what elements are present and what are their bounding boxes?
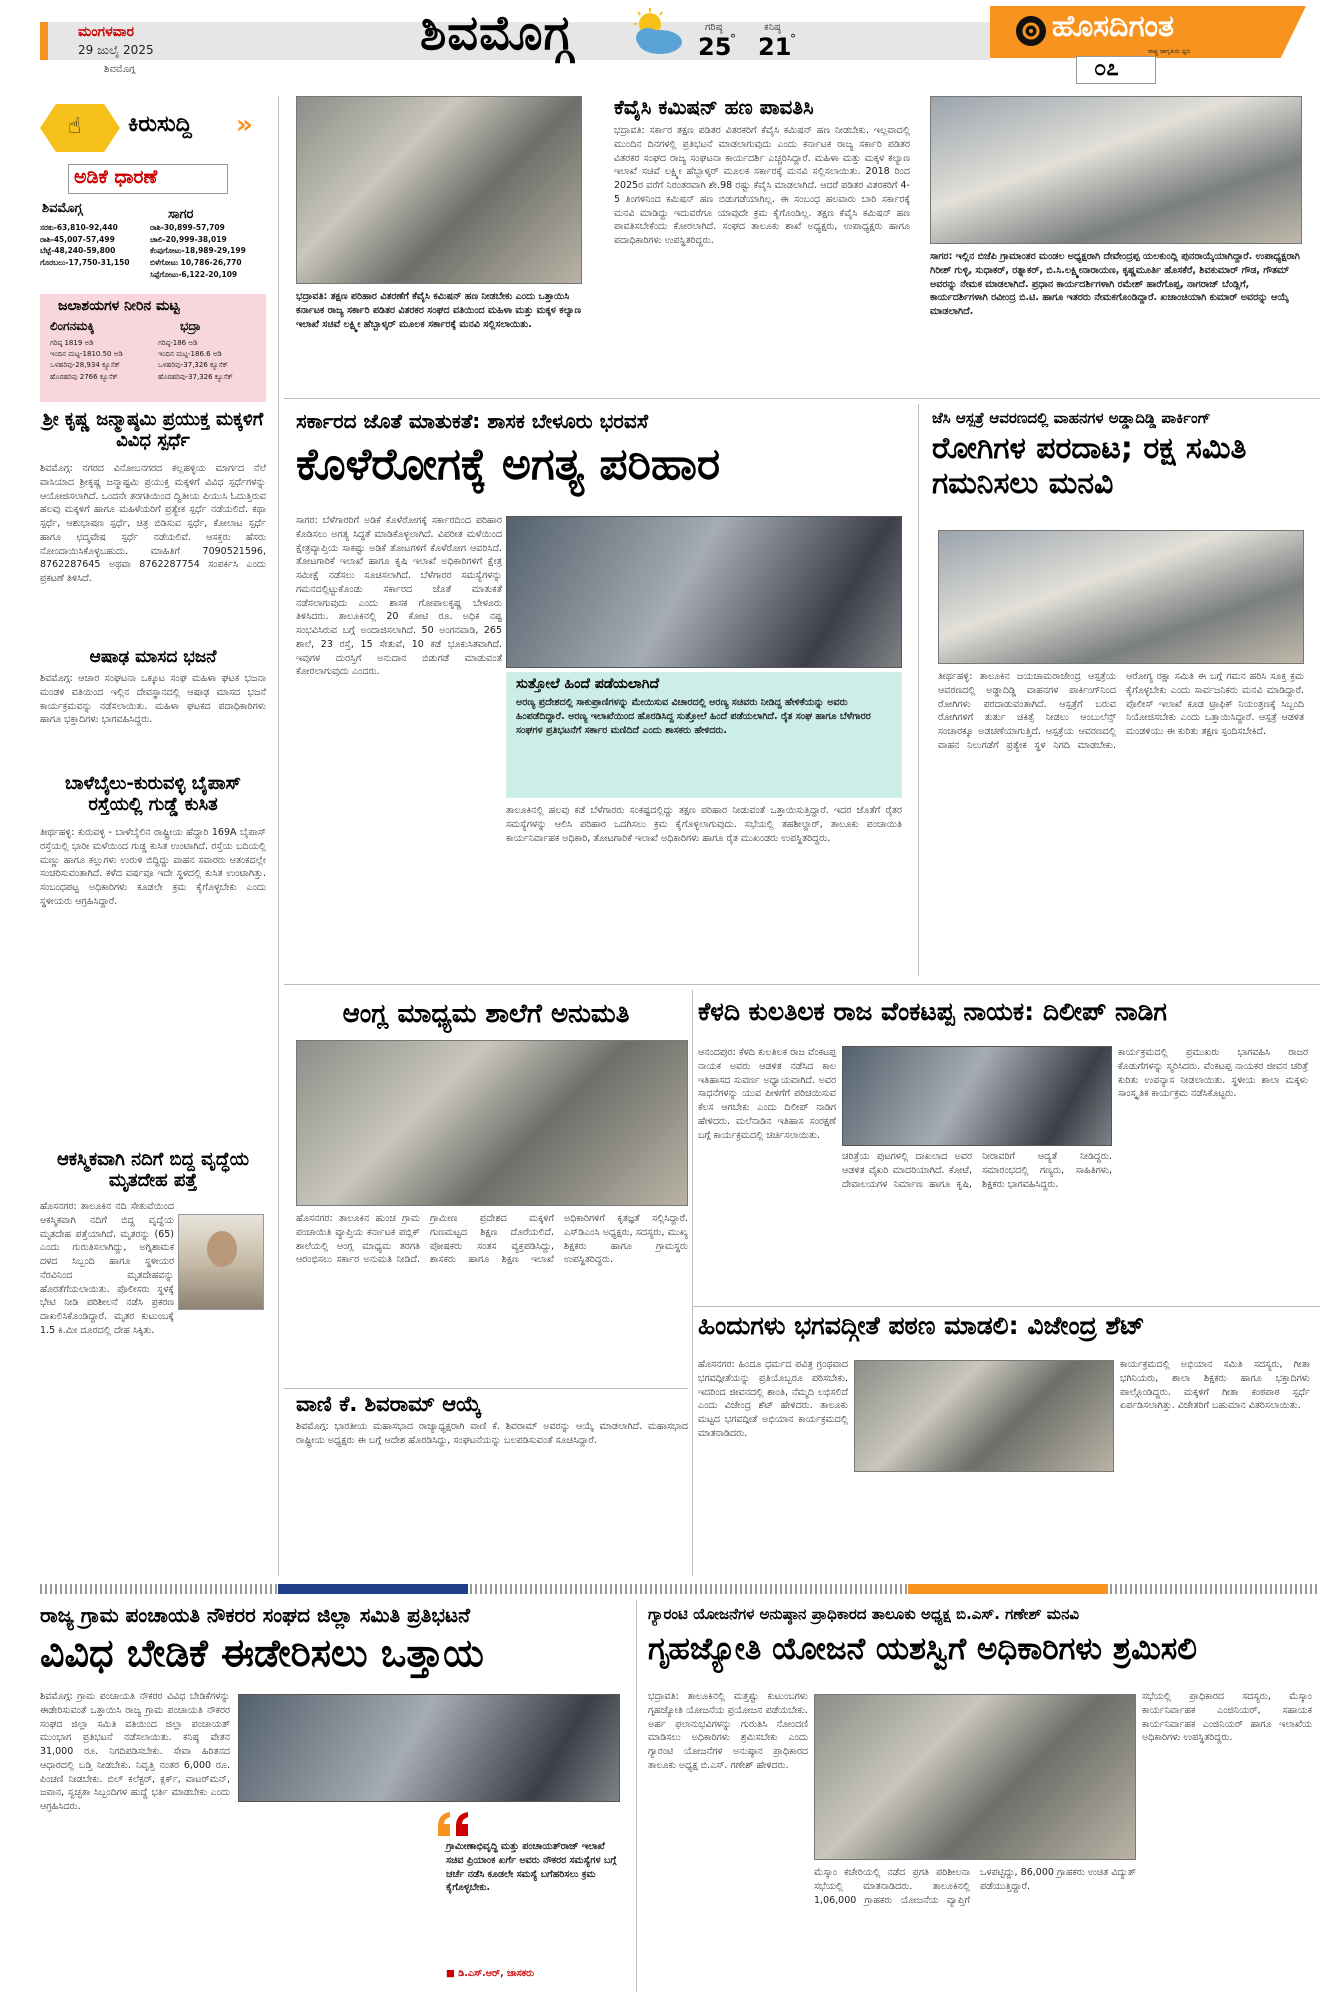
- keladi-body-3: ಕಾರ್ಯಕ್ರಮದಲ್ಲಿ ಪ್ರಮುಖರು ಭಾಗವಹಿಸಿ ರಾಜರ ಕೊಡುಗೆಗಳನ್ನು ಸ್ಮರಿಸಿದರು. ವೆಂಕಟಪ್ಪ ನಾಯಕರ ಜೀವನ ಚರಿತ್ರೆ ಕುರಿತು ಉಪನ್ಯಾಸ ನೀಡಲಾಯಿತು. ಸ್ಥಳೀಯ ಶಾಲಾ ಮಕ್ಕಳು ಸಾಂಸ್ಕೃತಿಕ ಕಾರ್ಯಕ್ರಮ ನಡೆಸಿಕೊಟ್ಟರು.: [1118, 1047, 1308, 1100]
- sidebar-box-title: ಸುತ್ತೋಲೆ ಹಿಂದೆ ಪಡೆಯಲಾಗಿದೆ: [516, 676, 660, 692]
- price-shimoga-label: ಶಿವಮೊಗ್ಗ: [42, 201, 83, 216]
- griha-kicker: ಗ್ಯಾರಂಟಿ ಯೋಜನೆಗಳ ಅನುಷ್ಠಾನ ಪ್ರಾಧಿಕಾರದ ತಾಲೂಕು ಅಧ್ಯಕ್ಷ ಬಿ.ಎಸ್. ಗಣೇಶ್ ಮನವಿ: [648, 1605, 1080, 1623]
- price-line: ಚಾಲಿ-20,999-38,019: [150, 234, 227, 244]
- dam-value: ಇಂದಿನ ಮಟ್ಟ-1810.50 ಅಡಿ: [50, 350, 123, 359]
- english-headline: ಆಂಗ್ಲ ಮಾಧ್ಯಮ ಶಾಲೆಗೆ ಅನುಮತಿ: [342, 999, 630, 1029]
- section-rule: [284, 398, 1320, 399]
- section-rule: [284, 1388, 688, 1389]
- section-rule: [692, 1306, 1320, 1307]
- price-line: ಸಿಪ್ಪೆಗೋಟು-6,122-20,109: [150, 269, 238, 279]
- dam-value: ಹೊರಹರಿವು-37,326 ಕ್ಯೂಸೆಕ್: [158, 372, 233, 381]
- brand-logo-icon: [1016, 16, 1046, 46]
- price-line: ರಾಶಿ-30,899-57,709: [150, 223, 225, 232]
- left-body-4-cont: [40, 1316, 266, 1576]
- dam-value: ಹೊರಹರಿವು 2766 ಕ್ಯೂಸೆಕ್: [50, 372, 118, 381]
- price-line: ಗೊರಬಲು-17,750-31,150: [40, 257, 130, 267]
- weather-icon: [628, 8, 684, 58]
- masthead: [0, 0, 1339, 90]
- photo-meeting: [506, 516, 902, 668]
- issue-date: 29 ಜುಲೈ 2025: [78, 43, 154, 57]
- hand-glyph-icon: ☝: [68, 114, 82, 139]
- vani-body: ಶಿವಮೊಗ್ಗ: ಭಾರತೀಯ ಮಹಾಸಭಾದ ರಾಜ್ಯಾಧ್ಯಕ್ಷರಾಗಿ ವಾಣಿ ಕೆ. ಶಿವರಾಮ್ ಅವರನ್ನು ಆಯ್ಕೆ ಮಾಡಲಾಗಿದೆ. ಮಹಾಸಭಾದ ರಾಷ್ಟ್ರೀಯ ಅಧ್ಯಕ್ಷರು ಈ ಬಗ್ಗೆ ಆದೇಶ ಹೊರಡಿಸಿದ್ದು, ಸಂಘಟನೆಯನ್ನು ಬಲಪಡಿಸುವಂತೆ ಸೂಚಿಸಿದ್ದಾರೆ.: [296, 1421, 688, 1446]
- main-body-bottom: ತಾಲೂಕಿನಲ್ಲಿ ಹಲವು ಕಡೆ ಬೆಳೆಗಾರರು ಸಂಕಷ್ಟದಲ್ಲಿದ್ದು ತಕ್ಷಣ ಪರಿಹಾರ ನೀಡುವಂತೆ ಒತ್ತಾಯಿಸುತ್ತಿದ್ದಾರೆ. ಇದರ ಜೊತೆಗೆ ರೈತರ ಸಮಸ್ಯೆಗಳನ್ನು ಆಲಿಸಿ ಪರಿಹಾರ ಒದಗಿಸಲು ಕ್ರಮ ಕೈಗೊಳ್ಳಲಾಗುವುದು. ಸಭೆಯಲ್ಲಿ ತಹಶೀಲ್ದಾರ್, ತಾಲೂಕು ಪಂಚಾಯಿತಿ ಕಾರ್ಯನಿರ್ವಾಹಕ ಅಧಿಕಾರಿ, ತೋಟಗಾರಿಕೆ ಇಲಾಖೆ ಅಧಿಕಾರಿಗಳು ಹಾಗೂ ರೈತ ಮುಖಂಡರು ಉಪಸ್ಥಿತರಿದ್ದರು.: [506, 805, 902, 844]
- price-line: ಬಿಳೆಗೋಟು 10,786-26,770: [150, 257, 242, 267]
- dam-value: ಗರಿಷ್ಠ-186 ಅಡಿ: [158, 339, 198, 347]
- price-line: ಸರಕು-63,810-92,440: [40, 223, 118, 232]
- issue-place: ಶಿವಮೊಗ್ಗ: [104, 64, 136, 75]
- quote-icon: [436, 1808, 472, 1840]
- max-temp-label: ಗರಿಷ್ಠ: [705, 22, 723, 33]
- dam-left-values: [50, 338, 123, 383]
- price-line: ಕೆಂಪುಗೋಟು-18,989-29,199: [150, 246, 246, 256]
- caption-bjp-rural: ಸಾಗರ: ಇಲ್ಲಿನ ಬಿಜೆಪಿ ಗ್ರಾಮಾಂತರ ಮಂಡಲ ಅಧ್ಯಕ್ಷರಾಗಿ ದೇವೇಂದ್ರಪ್ಪ ಯಲಕುಂದ್ಲಿ ಪುನರಾಯ್ಕೆಯಾಗಿದ್ದಾರೆ. ಉಪಾಧ್ಯಕ್ಷರಾಗಿ ಗಿರೀಶ್ ಗುಳ್ಳಿ, ಸುಧಾಕರ್, ರತ್ನಾಕರ್, ಬಿ.ಸಿ.ಲಕ್ಷ್ಮೀನಾರಾಯಣ, ಕೃಷ್ಣಮೂರ್ತಿ ಹೊಸಕೆರೆ, ಶಿವಕುಮಾರ್ ಗೌಡ, ಗೌತಮ್ ಅವರನ್ನು ನೇಮಕ ಮಾಡಲಾಗಿದೆ. ಪ್ರಧಾನ ಕಾರ್ಯದರ್ಶಿಗಳಾಗಿ ರಮೇಶ್ ಹಾರೆಗೊಪ್ಪ, ನಾಗರಾಜ್ ಬೆಂಡ್ಲಿಗೆ, ಕಾರ್ಯದರ್ಶಿಗಳಾಗಿ ರವೀಂದ್ರ ಬಿ.ಟಿ. ಹಾಗೂ ಇತರರು ನೇಮಕಗೊಂಡಿದ್ದಾರೆ. ಖಜಾಂಚಿಯಾಗಿ ಕುಮಾರ್ ಅವರನ್ನು ಆಯ್ಕೆ ಮಾಡಲಾಗಿದೆ.: [930, 251, 1300, 318]
- gita-body-2: ಕಾರ್ಯಕ್ರಮದಲ್ಲಿ ಅಭಿಯಾನ ಸಮಿತಿ ಸದಸ್ಯರು, ಗೀತಾ ಭಗಿನಿಯರು, ಶಾಲಾ ಶಿಕ್ಷಕರು ಹಾಗೂ ಭಕ್ತಾದಿಗಳು ಪಾಲ್ಗೊಂಡಿದ್ದರು. ಮಕ್ಕಳಿಗೆ ಗೀತಾ ಕಂಠಪಾಠ ಸ್ಪರ್ಧೆ ಏರ್ಪಡಿಸಲಾಗಿತ್ತು. ವಿಜೇತರಿಗೆ ಬಹುಮಾನ ವಿತರಿಸಲಾಯಿತು.: [1120, 1359, 1310, 1412]
- jc-kicker: ಜೆಸಿ ಆಸ್ಪತ್ರೆ ಆವರಣದಲ್ಲಿ ವಾಹನಗಳ ಅಡ್ಡಾದಿಡ್ಡಿ ಪಾರ್ಕಿಂಗ್: [932, 409, 1211, 427]
- page-number: ೦೭: [1094, 56, 1119, 81]
- main-body-left-2: [296, 794, 502, 970]
- brand-name: ಹೊಸದಿಗಂತ: [1052, 9, 1174, 44]
- min-temp-deg: °: [790, 32, 796, 46]
- divider-accent-blue: [278, 1584, 468, 1594]
- left-headline-4: ಆಕಸ್ಮಿಕವಾಗಿ ನದಿಗೆ ಬಿದ್ದ ವೃದ್ಧೆಯ ಮೃತದೇಹ ಪತ್ತೆ: [57, 1149, 249, 1191]
- divider-accent-orange: [908, 1584, 1108, 1594]
- kirusuddi-banner: [40, 100, 260, 156]
- keladi-headline: ಕೆಳದಿ ಕುಲತಿಲಕ ರಾಜ ವೆಂಕಟಪ್ಪ ನಾಯಕ: ದಿಲೀಪ್ ನಾಡಿಗ: [698, 997, 1167, 1026]
- gita-body-1: ಹೊಸನಗರ: ಹಿಂದೂ ಧರ್ಮದ ಪವಿತ್ರ ಗ್ರಂಥವಾದ ಭಗವದ್ಗೀತೆಯನ್ನು ಪ್ರತಿಯೊಬ್ಬರೂ ಪಠಿಸಬೇಕು. ಇದರಿಂದ ಜೀವನದಲ್ಲಿ ಶಾಂತಿ, ನೆಮ್ಮದಿ ಲಭಿಸಲಿದೆ ಎಂದು ವಿಜೇಂದ್ರ ಶೆಟ್ ಹೇಳಿದರು. ತಾಲೂಕು ಮಟ್ಟದ ಭಗವದ್ಗೀತೆ ಅಭಿಯಾನ ಕಾರ್ಯಕ್ರಮದಲ್ಲಿ ಮಾತನಾಡಿದರು.: [698, 1359, 848, 1439]
- column-rule: [918, 404, 919, 976]
- quote-text: ಗ್ರಾಮೀಣಾಭಿವೃದ್ಧಿ ಮತ್ತು ಪಂಚಾಯತ್‌ರಾಜ್ ಇಲಾಖೆ ಸಚಿವ ಪ್ರಿಯಾಂಕ ಖರ್ಗೆ ಅವರು ನೌಕರರ ಸಮಸ್ಯೆಗಳ ಬಗ್ಗೆ ಚರ್ಚೆ ನಡೆಸಿ ಕೂಡಲೇ ಸಮಸ್ಯೆ ಬಗೆಹರಿಸಲು ಕ್ರಮ ಕೈಗೊಳ್ಳಬೇಕು.: [446, 1841, 617, 1894]
- kirusuddi-arrows-icon: »: [236, 110, 253, 140]
- griha-body-3: ಸಭೆಯಲ್ಲಿ ಪ್ರಾಧಿಕಾರದ ಸದಸ್ಯರು, ಮೆಸ್ಕಾಂ ಕಾರ್ಯನಿರ್ವಾಹಕ ಎಂಜಿನಿಯರ್, ಸಹಾಯಕ ಕಾರ್ಯನಿರ್ವಾಹಕ ಎಂಜಿನಿಯರ್ ಹಾಗೂ ಇಲಾಖೆಯ ಅಧಿಕಾರಿಗಳು ಉಪಸ್ಥಿತರಿದ್ದರು.: [1142, 1691, 1312, 1744]
- price-list-left: [40, 222, 130, 269]
- price-sagar-label: ಸಾಗರ: [168, 207, 194, 222]
- masthead-strip: [40, 22, 48, 60]
- vani-headline: ವಾಣಿ ಕೆ. ಶಿವರಾಮ್ ಆಯ್ಕೆ: [296, 1392, 482, 1416]
- left-body-4: ಹೊಸನಗರ: ತಾಲೂಕಿನ ನದಿ ಸೇತುವೆಯಿಂದ ಆಕಸ್ಮಿಕವಾಗಿ ನದಿಗೆ ಬಿದ್ದ ವೃದ್ಧೆಯ ಮೃತದೇಹ ಪತ್ತೆಯಾಗಿದೆ. ಮೃತರನ್ನು (65) ಎಂದು ಗುರುತಿಸಲಾಗಿದ್ದು, ಅಗ್ನಿಶಾಮಕ ದಳದ ಸಿಬ್ಬಂದಿ ಹಾಗೂ ಸ್ಥಳೀಯರ ನೆರವಿನಿಂದ ಮೃತದೇಹವನ್ನು ಹೊರತೆಗೆಯಲಾಯಿತು. ಪೊಲೀಸರು ಸ್ಥಳಕ್ಕೆ ಭೇಟಿ ನೀಡಿ ಪರಿಶೀಲನೆ ನಡೆಸಿ ಪ್ರಕರಣ ದಾಖಲಿಸಿಕೊಂಡಿದ್ದಾರೆ. ಮೃತರ ಕುಟುಂಬಕ್ಕೆ 1.5 ಕಿ.ಮೀ ದೂರದಲ್ಲಿ ದೇಹ ಸಿಕ್ಕಿತು.: [40, 1201, 174, 1336]
- main-kicker: ಸರ್ಕಾರದ ಜೊತೆ ಮಾತುಕತೆ: ಶಾಸಕ ಬೇಳೂರು ಭರವಸೆ: [296, 409, 649, 433]
- griha-body-2: ಮೆಸ್ಕಾಂ ಕಚೇರಿಯಲ್ಲಿ ನಡೆದ ಪ್ರಗತಿ ಪರಿಶೀಲನಾ ಸಭೆಯಲ್ಲಿ ಮಾತನಾಡಿದರು. ತಾಲೂಕಿನಲ್ಲಿ 1,06,000 ಗ್ರಾಹಕರು ಯೋಜನೆಯ ವ್ಯಾಪ್ತಿಗೆ ಒಳಪಟ್ಟಿದ್ದು, 86,000 ಗ್ರಾಹಕರು ಉಚಿತ ವಿದ್ಯುತ್ ಪಡೆಯುತ್ತಿದ್ದಾರೆ.: [814, 1867, 1136, 1906]
- dam-value: ಗರಿಷ್ಠ 1819 ಅಡಿ: [50, 339, 94, 347]
- section-divider: [40, 1584, 1320, 1594]
- column-rule: [278, 96, 279, 1576]
- brand-tagline: ರಾಷ್ಟ್ರ ಜಾಗೃತಿಯ ಧ್ವನಿ: [1148, 48, 1191, 55]
- griha-body-1: ಭದ್ರಾವತಿ: ತಾಲೂಕಿನಲ್ಲಿ ಮತ್ತಷ್ಟು ಕುಟುಂಬಗಳು ಗೃಹಜ್ಯೋತಿ ಯೋಜನೆಯ ಪ್ರಯೋಜನ ಪಡೆಯಬೇಕು. ಅರ್ಹ ಫಲಾನುಭವಿಗಳನ್ನು ಗುರುತಿಸಿ ನೋಂದಣಿ ಮಾಡಿಸಲು ಅಧಿಕಾರಿಗಳು ಶ್ರಮಿಸಬೇಕು ಎಂದು ಗ್ಯಾರಂಟಿ ಯೋಜನೆಗಳ ಅನುಷ್ಠಾನ ಪ್ರಾಧಿಕಾರದ ತಾಲೂಕು ಅಧ್ಯಕ್ಷ ಬಿ.ಎಸ್. ಗಣೇಶ್ ಹೇಳಿದರು.: [648, 1691, 808, 1771]
- left-headline-2: ಆಷಾಢ ಮಾಸದ ಭಜನೆ: [89, 647, 217, 667]
- dam-levels-title: ಜಲಾಶಯಗಳ ನೀರಿನ ಮಟ್ಟ: [58, 298, 180, 314]
- dam-value: ಒಳಹರಿವು-37,326 ಕ್ಯೂಸೆಕ್: [158, 361, 228, 370]
- left-body-2: ಶಿವಮೊಗ್ಗ: ಆಚಾರ ಸಂಘಟನಾ ಒಕ್ಕೂಟ ಸಂಘ ಮಹಿಳಾ ಘಟಕ ಭಜನಾ ಮಂಡಳಿ ವತಿಯಿಂದ ಇಲ್ಲಿನ ದೇವಸ್ಥಾನದಲ್ಲಿ ಆಷಾಢ ಮಾಸದ ಭಜನೆ ಕಾರ್ಯಕ್ರಮವನ್ನು ನಡೆಸಲಾಯಿತು. ಮಹಿಳಾ ಘಟಕದ ಪದಾಧಿಕಾರಿಗಳು ಹಾಗೂ ಭಕ್ತಾದಿಗಳು ಭಾಗವಹಿಸಿದ್ದರು.: [40, 673, 266, 726]
- column-rule: [636, 1600, 637, 1992]
- max-temp: 25: [698, 33, 732, 61]
- grama-body-2: [238, 1806, 428, 1990]
- gita-headline: ಹಿಂದುಗಳು ಭಗವದ್ಗೀತೆ ಪಠಣ ಮಾಡಲಿ: ವಿಜೇಂದ್ರ ಶೆಟ್: [698, 1311, 1145, 1340]
- left-headline-3: ಬಾಳೆಬೈಲು-ಕುರುವಳ್ಳಿ ಬೈಪಾಸ್ ರಸ್ತೆಯಲ್ಲಿ ಗುಡ್ಡೆ ಕುಸಿತ: [64, 773, 242, 815]
- photo-school: [296, 1040, 688, 1206]
- photo-protest: [238, 1694, 620, 1802]
- grama-body: ಶಿವಮೊಗ್ಗ: ಗ್ರಾಮ ಪಂಚಾಯತಿ ನೌಕರರ ವಿವಿಧ ಬೇಡಿಕೆಗಳನ್ನು ಈಡೇರಿಸುವಂತೆ ಒತ್ತಾಯಿಸಿ ರಾಜ್ಯ ಗ್ರಾಮ ಪಂಚಾಯತಿ ನೌಕರರ ಸಂಘದ ಜಿಲ್ಲಾ ಸಮಿತಿ ವತಿಯಿಂದ ಜಿಲ್ಲಾ ಪಂಚಾಯತ್ ಮುಂಭಾಗ ಪ್ರತಿಭಟನೆ ನಡೆಸಲಾಯಿತು. ಕನಿಷ್ಠ ವೇತನ 31,000 ರೂ. ನಿಗದಿಪಡಿಸಬೇಕು. ಸೇವಾ ಹಿರಿತನದ ಆಧಾರದಲ್ಲಿ ಬಡ್ತಿ ನೀಡಬೇಕು. ನಿವೃತ್ತಿ ನಂತರ 6,000 ರೂ. ಪಿಂಚಣಿ ನೀಡಬೇಕು. ಬಿಲ್ ಕಲೆಕ್ಟರ್, ಕ್ಲರ್ಕ್, ವಾಟರ್‌ಮನ್, ಜವಾನ, ಸ್ವಚ್ಛತಾ ಸಿಬ್ಬಂದಿಗಳ ಹುದ್ದೆ ಭರ್ತಿ ಮಾಡಬೇಕು ಎಂದು ಆಗ್ರಹಿಸಿದರು.: [40, 1691, 230, 1813]
- left-body-3: ತೀರ್ಥಹಳ್ಳಿ: ಕುರುವಳ್ಳಿ - ಬಾಳೆಬೈಲಿನ ರಾಷ್ಟ್ರೀಯ ಹೆದ್ದಾರಿ 169A ಬೈಪಾಸ್ ರಸ್ತೆಯಲ್ಲಿ ಭಾರೀ ಮಳೆಯಿಂದ ಗುಡ್ಡ ಕುಸಿತ ಉಂಟಾಗಿದೆ. ರಸ್ತೆಯ ಬದಿಯಲ್ಲಿ ಮಣ್ಣು ಹಾಗೂ ಕಲ್ಲುಗಳು ಉರುಳಿ ಬಿದ್ದಿದ್ದು ವಾಹನ ಸವಾರರು ಆತಂಕದಲ್ಲೇ ಸಂಚರಿಸುವಂತಾಗಿದೆ. ಕಳೆದ ವರ್ಷವೂ ಇದೇ ಸ್ಥಳದಲ್ಲಿ ಕುಸಿತ ಉಂಟಾಗಿತ್ತು. ಸಂಬಂಧಪಟ್ಟ ಅಧಿಕಾರಿಗಳು ಕೂಡಲೇ ಕ್ರಮ ಕೈಗೊಳ್ಳಬೇಕು ಎಂದು ಸ್ಥಳೀಯರು ಆಗ್ರಹಿಸಿದ್ದಾರೆ.: [40, 827, 266, 907]
- photo-parking: [938, 530, 1304, 664]
- jc-body: ತೀರ್ಥಹಳ್ಳಿ: ತಾಲೂಕಿನ ಜಯಚಾಮರಾಜೇಂದ್ರ ಆಸ್ಪತ್ರೆಯ ಆವರಣದಲ್ಲಿ ಅಡ್ಡಾದಿಡ್ಡಿ ವಾಹನಗಳ ಪಾರ್ಕಿಂಗ್‌ನಿಂದ ರೋಗಿಗಳು ಪರದಾಡುವಂತಾಗಿದೆ. ಆಸ್ಪತ್ರೆಗೆ ಬರುವ ರೋಗಿಗಳಿಗೆ ತುರ್ತು ಚಿಕಿತ್ಸೆ ನೀಡಲು ಆಂಬುಲೆನ್ಸ್ ಸಂಚಾರಕ್ಕೂ ಅಡಚಣೆಯಾಗುತ್ತಿದೆ. ಆಸ್ಪತ್ರೆಯ ಆವರಣದಲ್ಲಿ ವಾಹನ ನಿಲುಗಡೆಗೆ ಪ್ರತ್ಯೇಕ ಸ್ಥಳ ನಿಗದಿ ಮಾಡಬೇಕು. ಆರೋಗ್ಯ ರಕ್ಷಾ ಸಮಿತಿ ಈ ಬಗ್ಗೆ ಗಮನ ಹರಿಸಿ ಸೂಕ್ತ ಕ್ರಮ ಕೈಗೊಳ್ಳಬೇಕು ಎಂದು ಸಾರ್ವಜನಿಕರು ಮನವಿ ಮಾಡಿದ್ದಾರೆ. ಪೊಲೀಸ್ ಇಲಾಖೆ ಕೂಡ ಟ್ರಾಫಿಕ್ ನಿಯಂತ್ರಣಕ್ಕೆ ಸಿಬ್ಬಂದಿ ನಿಯೋಜಿಸಬೇಕು ಎಂದು ಒತ್ತಾಯಿಸಿದ್ದಾರೆ. ಆಸ್ಪತ್ರೆ ಆಡಳಿತ ಮಂಡಳಿಯು ಈ ಕುರಿತು ತಕ್ಷಣ ಸ್ಪಂದಿಸಬೇಕಿದೆ.: [938, 671, 1304, 751]
- photo-keladi: [842, 1046, 1112, 1146]
- grama-kicker: ರಾಜ್ಯ ಗ್ರಾಮ ಪಂಚಾಯತಿ ನೌಕರರ ಸಂಘದ ಜಿಲ್ಲಾ ಸಮಿತಿ ಪ್ರತಿಭಟನೆ: [40, 1603, 471, 1627]
- edition-title: ಶಿವಮೊಗ್ಗ: [420, 5, 574, 61]
- photo-gita: [854, 1360, 1114, 1472]
- max-temp-deg: °: [730, 32, 736, 46]
- arecanut-title: ಅಡಿಕೆ ಧಾರಣೆ: [74, 166, 158, 188]
- dam-value: ಒಳಹರಿವು-28,934 ಕ್ಯೂಸೆಕ್: [50, 361, 120, 370]
- column-rule: [692, 990, 693, 1576]
- keladi-body-1: ಆನಂದಪುರ: ಕೆಳದಿ ಕುಲತಿಲಕ ರಾಜ ವೆಂಕಟಪ್ಪ ನಾಯಕ ಅವರು ಆಡಳಿತ ನಡೆಸಿದ ಕಾಲ ಇತಿಹಾಸದ ಸುವರ್ಣ ಅಧ್ಯಾಯವಾಗಿದೆ. ಅವರ ಸಾಧನೆಗಳನ್ನು ಯುವ ಪೀಳಿಗೆಗೆ ಪರಿಚಯಿಸುವ ಕೆಲಸ ಆಗಬೇಕು ಎಂದು ದಿಲೀಪ್ ನಾಡಿಗ ಹೇಳಿದರು. ಮಲೆನಾಡಿನ ಇತಿಹಾಸ ಸಂರಕ್ಷಣೆ ಬಗ್ಗೆ ಕಾರ್ಯಕ್ರಮದಲ್ಲಿ ಚರ್ಚಿಸಲಾಯಿತು.: [698, 1047, 836, 1141]
- dam-value: ಇಂದಿನ ಮಟ್ಟ-186.6 ಅಡಿ: [158, 350, 222, 359]
- sidebar-box-text: ಅರಣ್ಯ ಪ್ರದೇಶದಲ್ಲಿ ಸಾಕುಪ್ರಾಣಿಗಳನ್ನು ಮೇಯಿಸುವ ವಿಚಾರದಲ್ಲಿ ಅರಣ್ಯ ಸಚಿವರು ನೀಡಿದ್ದ ಹೇಳಿಕೆಯನ್ನು ಅವರು ಹಿಂಪಡೆದಿದ್ದಾರೆ. ಅರಣ್ಯ ಇಲಾಖೆಯಿಂದ ಹೊರಡಿಸಿದ್ದ ಸುತ್ತೋಲೆ ಹಿಂದೆ ಪಡೆಯಲಾಗಿದೆ. ರೈತ ಸಂಘ ಹಾಗೂ ಬೆಳೆಗಾರರ ಸಂಘಗಳ ಪ್ರತಿಭಟನೆಗೆ ಸರ್ಕಾರ ಮಣಿದಿದೆ ಎಂದು ಶಾಸಕರು ಹೇಳಿದರು.: [516, 697, 871, 736]
- griha-headline: ಗೃಹಜ್ಯೋತಿ ಯೋಜನೆ ಯಶಸ್ವಿಗೆ ಅಧಿಕಾರಿಗಳು ಶ್ರಮಿಸಲಿ: [648, 1631, 1197, 1667]
- quote-byline: ■ ಡಿ.ಎಸ್.ಆರ್, ಜಾಸಕರು: [446, 1968, 535, 1979]
- caption-kyc-photo: ಭದ್ರಾವತಿ: ತಕ್ಷಣ ಪರಿಹಾರ ವಿತರಣೆಗೆ ಕೆವೈಸಿ ಕಮಿಷನ್ ಹಣ ನೀಡಬೇಕು ಎಂದು ಒತ್ತಾಯಿಸಿ ಕರ್ನಾಟಕ ರಾಜ್ಯ ಸರ್ಕಾರಿ ಪಡಿತರ ವಿತರಕರ ಸಂಘದ ವತಿಯಿಂದ ಮಹಿಳಾ ಮತ್ತು ಮಕ್ಕಳ ಕಲ್ಯಾಣ ಇಲಾಖೆ ಸಚಿವೆ ಲಕ್ಷ್ಮೀ ಹೆಬ್ಬಾಳ್ಕರ್ ಮೂಲಕ ಸರ್ಕಾರಕ್ಕೆ ಮನವಿ ಸಲ್ಲಿಸಲಾಯಿತು.: [296, 291, 582, 330]
- gita-body-mid: [854, 1478, 1114, 1574]
- obituary-photo: [178, 1214, 264, 1310]
- portrait-face-icon: [207, 1231, 237, 1267]
- jc-headline: ರೋಗಿಗಳ ಪರದಾಟ; ರಕ್ಷ ಸಮಿತಿ ಗಮನಿಸಲು ಮನವಿ: [932, 431, 1247, 501]
- min-temp-label: ಕನಿಷ್ಠ: [764, 22, 781, 33]
- main-headline: ಕೊಳೆರೋಗಕ್ಕೆ ಅಗತ್ಯ ಪರಿಹಾರ: [296, 439, 721, 490]
- photo-mescom-meeting: [814, 1694, 1136, 1860]
- dam-right-values: [158, 338, 233, 383]
- price-line: ರಾಶಿ-45,007-57,499: [40, 234, 115, 244]
- dam-left-name: ಲಿಂಗನಮಕ್ಕಿ: [50, 319, 95, 333]
- english-body: ಹೊಸನಗರ: ತಾಲೂಕಿನ ಹುಂಚ ಗ್ರಾಮ ಪಂಚಾಯಿತಿ ವ್ಯಾಪ್ತಿಯ ಕರ್ನಾಟಕ ಪಬ್ಲಿಕ್ ಶಾಲೆಯಲ್ಲಿ ಆಂಗ್ಲ ಮಾಧ್ಯಮ ತರಗತಿ ಆರಂಭಿಸಲು ಸರ್ಕಾರ ಅನುಮತಿ ನೀಡಿದೆ. ಗ್ರಾಮೀಣ ಪ್ರದೇಶದ ಮಕ್ಕಳಿಗೆ ಗುಣಮಟ್ಟದ ಶಿಕ್ಷಣ ದೊರೆಯಲಿದೆ. ಪೋಷಕರು ಸಂತಸ ವ್ಯಕ್ತಪಡಿಸಿದ್ದು, ಶಾಸಕರು ಹಾಗೂ ಶಿಕ್ಷಣ ಇಲಾಖೆ ಅಧಿಕಾರಿಗಳಿಗೆ ಕೃತಜ್ಞತೆ ಸಲ್ಲಿಸಿದ್ದಾರೆ. ಎಸ್‌ಡಿಎಂಸಿ ಅಧ್ಯಕ್ಷರು, ಸದಸ್ಯರು, ಮುಖ್ಯ ಶಿಕ್ಷಕರು ಹಾಗೂ ಗ್ರಾಮಸ್ಥರು ಉಪಸ್ಥಿತರಿದ್ದರು.: [296, 1213, 688, 1266]
- kirusuddi-label: ಕಿರುಸುದ್ದಿ: [128, 112, 192, 137]
- dam-right-name: ಭದ್ರಾ: [180, 319, 201, 333]
- min-temp: 21: [758, 33, 792, 61]
- headline-kyc: ಕೆವೈಸಿ ಕಮಿಷನ್ ಹಣ ಪಾವತಿಸಿ: [614, 95, 814, 119]
- issue-day: ಮಂಗಳವಾರ: [78, 24, 135, 40]
- grama-headline: ವಿವಿಧ ಬೇಡಿಕೆ ಈಡೇರಿಸಲು ಒತ್ತಾಯ: [40, 1631, 484, 1675]
- left-headline-1: ಶ್ರೀ ಕೃಷ್ಣ ಜನ್ಮಾಷ್ಠಮಿ ಪ್ರಯುಕ್ತ ಮಕ್ಕಳಿಗೆ ವಿವಿಧ ಸ್ಪರ್ಧೆ: [42, 409, 264, 451]
- section-rule: [284, 984, 1320, 985]
- price-list-right: [150, 222, 246, 280]
- keladi-body-2: ಚರಿತ್ರೆಯ ಪುಟಗಳಲ್ಲಿ ದಾಖಲಾದ ಅವರ ಆಡಳಿತ ವೈಖರಿ ಮಾದರಿಯಾಗಿದೆ. ಕೋಟೆ, ದೇವಾಲಯಗಳ ನಿರ್ಮಾಣ ಹಾಗೂ ಕೃಷಿ, ನೀರಾವರಿಗೆ ಆದ್ಯತೆ ನೀಡಿದ್ದರು. ಸಮಾರಂಭದಲ್ಲಿ ಗಣ್ಯರು, ಸಾಹಿತಿಗಳು, ಶಿಕ್ಷಕರು ಭಾಗವಹಿಸಿದ್ದರು.: [842, 1151, 1112, 1190]
- price-line: ಬೆಟ್ಟೆ-48,240-59,800: [40, 246, 116, 256]
- body-kyc: ಭದ್ರಾವತಿ: ಸರ್ಕಾರ ತಕ್ಷಣ ಪಡಿತರ ವಿತರಕರಿಗೆ ಕೆವೈಸಿ ಕಮಿಷನ್ ಹಣ ನೀಡಬೇಕು. ಇಲ್ಲವಾದಲ್ಲಿ ಮುಂದಿನ ದಿನಗಳಲ್ಲಿ ಪ್ರತಿಭಟನೆ ಮಾಡಲಾಗುವುದು ಎಂದು ಕರ್ನಾಟಕ ರಾಜ್ಯ ಸರ್ಕಾರಿ ಪಡಿತರ ವಿತರಕರ ಸಂಘದ ರಾಜ್ಯ ಸಂಘಟನಾ ಕಾರ್ಯದರ್ಶಿ ಎಚ್ಚರಿಸಿದ್ದಾರೆ. ಮಹಿಳಾ ಮತ್ತು ಮಕ್ಕಳ ಕಲ್ಯಾಣ ಇಲಾಖೆ ಸಚಿವೆ ಲಕ್ಷ್ಮೀ ಹೆಬ್ಬಾಳ್ಕರ್ ಮೂಲಕ ಸರ್ಕಾರಕ್ಕೆ ಮನವಿ ಸಲ್ಲಿಸಲಾಯಿತು. 2018 ರಿಂದ 2025ರ ವರೆಗೆ ನಿರಂತರವಾಗಿ ಶೇ.98 ರಷ್ಟು ಕೆವೈಸಿ ಮಾಡಲಾಗಿದೆ. ಆದರೆ ಪಡಿತರ ವಿತರಕರಿಗೆ 4-5 ತಿಂಗಳಿನಿಂದ ಕಮಿಷನ್ ಹಣ ಬಿಡುಗಡೆಯಾಗಿಲ್ಲ. ಈ ಸಂಬಂಧ ಹಲವಾರು ಬಾರಿ ಸರ್ಕಾರಕ್ಕೆ ಮನವಿ ಮಾಡಿದ್ದು ಇದುವರೆಗೂ ಯಾವುದೇ ಕ್ರಮ ಕೈಗೊಂಡಿಲ್ಲ. ತಕ್ಷಣ ಕೆವೈಸಿ ಕಮಿಷನ್ ಹಣ ಪಾವತಿಸಬೇಕೆಂದು ಕೋರಲಾಗಿದೆ. ಸಂಘದ ತಾಲೂಕು ಶಾಖೆ ಅಧ್ಯಕ್ಷರು, ಉಪಾಧ್ಯಕ್ಷರು ಹಾಗೂ ಪದಾಧಿಕಾರಿಗಳು ಉಪಸ್ಥಿತರಿದ್ದರು.: [614, 125, 910, 247]
- main-body-left: ಸಾಗರ: ಬೆಳೆಗಾರರಿಗೆ ಅಡಿಕೆ ಕೊಳೆರೋಗಕ್ಕೆ ಸರ್ಕಾರದಿಂದ ಪರಿಹಾರ ಕೊಡಿಸಲು ಅಗತ್ಯ ಸಿದ್ಧತೆ ಮಾಡಿಕೊಳ್ಳಲಾಗಿದೆ. ವಿಪರೀತ ಮಳೆಯಿಂದ ಕ್ಷೇತ್ರವ್ಯಾಪ್ತಿಯ ಸಾಕಷ್ಟು ಅಡಿಕೆ ತೋಟಗಳಿಗೆ ಕೊಳೆರೋಗ ಆವರಿಸಿದೆ. ತೋಟಗಾರಿಕೆ ಇಲಾಖೆ ಹಾಗೂ ಕೃಷಿ ಇಲಾಖೆ ಅಧಿಕಾರಿಗಳಿಗೆ ಕ್ಷೇತ್ರ ಸಮೀಕ್ಷೆ ನಡೆಸಲು ಸೂಚಿಸಲಾಗಿದೆ. ಬೆಳೆಗಾರರ ಸಮಸ್ಯೆಗಳನ್ನು ಗಮನದಲ್ಲಿಟ್ಟುಕೊಂಡು ಸರ್ಕಾರದ ಜೊತೆ ಮಾತುಕತೆ ನಡೆಸಲಾಗುವುದು ಎಂದು ಶಾಸಕ ಗೋಪಾಲಕೃಷ್ಣ ಬೇಳೂರು ತಿಳಿಸಿದರು. ತಾಲೂಕಿನಲ್ಲಿ 20 ಕೋಟಿ ರೂ. ಅಧಿಕ ನಷ್ಟ ಸಂಭವಿಸಿರುವ ಬಗ್ಗೆ ಅಂದಾಜಿಸಲಾಗಿದೆ. 50 ಅಂಗನವಾಡಿ, 265 ಶಾಲೆ, 23 ರಸ್ತೆ, 15 ಸೇತುವೆ, 10 ಕಡೆ ಭೂಕುಸಿತವಾಗಿದೆ. ಇವುಗಳ ದುರಸ್ತಿಗೆ ಅನುದಾನ ಬಿಡುಗಡೆ ಮಾಡುವಂತೆ ಕೋರಲಾಗುವುದು ಎಂದರು.: [296, 515, 502, 678]
- photo-bjp-rural: [930, 96, 1302, 244]
- left-body-1: ಶಿವಮೊಗ್ಗ: ನಗರದ ವಿನೋಬನಗರದ ಕಲ್ಲಹಳ್ಳಿಯ ಮಾರ್ಗದ ನೆಲೆ ವಾಸಿಯಾದ ಶ್ರೀಕೃಷ್ಣ ಜನ್ಮಾಷ್ಟಮಿ ಪ್ರಯುಕ್ತ ಮಕ್ಕಳಿಗೆ ವಿವಿಧ ಸ್ಪರ್ಧೆಗಳನ್ನು ಆಯೋಜಿಸಲಾಗಿದೆ. ಒಂದನೇ ತರಗತಿಯಿಂದ ದ್ವಿತೀಯ ಪಿಯುಸಿ ಓದುತ್ತಿರುವ ಹಲವು ಮಕ್ಕಳಿಗೆ ಹಾಗೂ ಮಹಿಳೆಯರಿಗೆ ಪ್ರತ್ಯೇಕ ಸ್ಪರ್ಧೆ ನಡೆಯಲಿದೆ. ಕಥಾ ಸ್ಪರ್ಧೆ, ಆಶುಭಾಷಣ ಸ್ಪರ್ಧೆ, ಚಿತ್ರ ಬಿಡಿಸುವ ಸ್ಪರ್ಧೆ, ಕೋಲಾಟ ಸ್ಪರ್ಧೆ ಹಾಗೂ ಛದ್ಮವೇಷ ಸ್ಪರ್ಧೆ ನಡೆಯಲಿವೆ. ಆಸಕ್ತರು ಹೆಸರು ನೋಂದಾಯಿಸಿಕೊಳ್ಳಬಹುದು. ಮಾಹಿತಿಗೆ 7090521596, 8762287645 ಅಥವಾ 8762287754 ಸಂಪರ್ಕಿಸಿ ಎಂದು ಪ್ರಕಟಣೆ ತಿಳಿಸಿದೆ.: [40, 463, 266, 585]
- photo-kyc-memorandum: [296, 96, 582, 284]
